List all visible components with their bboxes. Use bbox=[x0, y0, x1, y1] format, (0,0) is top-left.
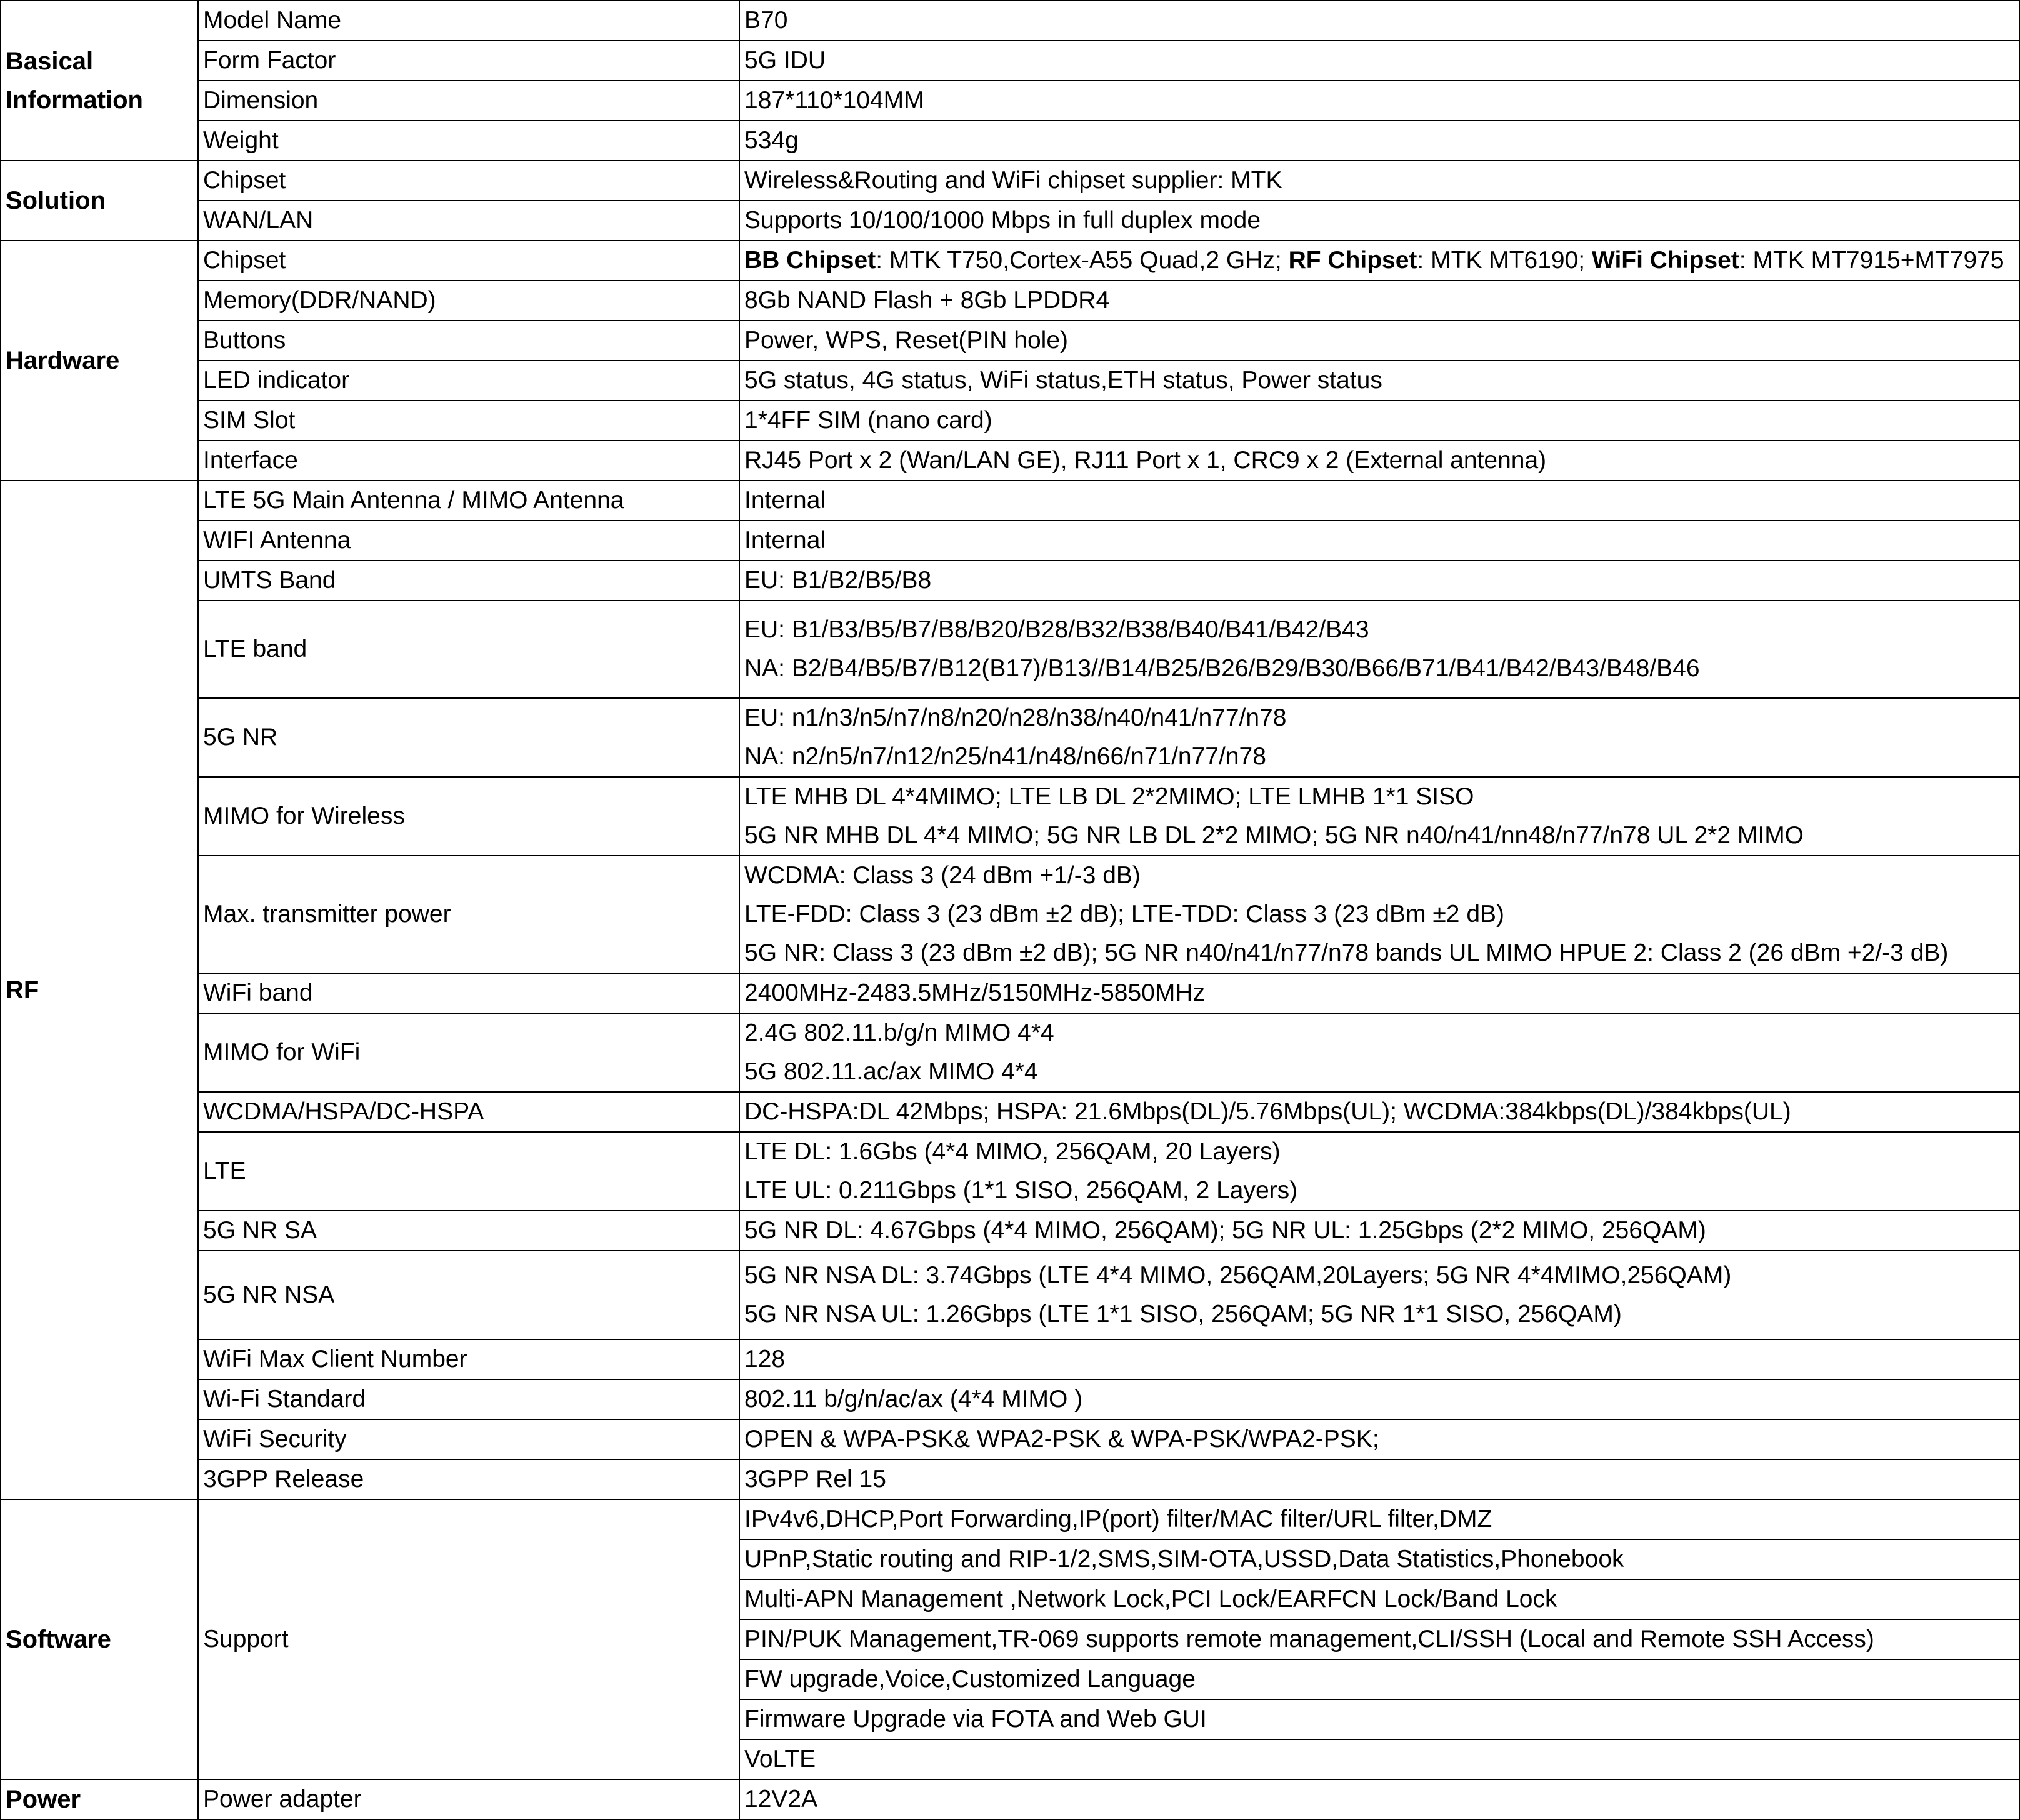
spec-value: Internal bbox=[739, 481, 2019, 521]
table-row bbox=[1, 481, 2019, 521]
chipset-title: BB Chipset bbox=[744, 247, 876, 274]
value-line: LTE-FDD: Class 3 (23 dBm ±2 dB); LTE-TDD: Class 3 (23 dBm ±2 dB) bbox=[744, 901, 1505, 928]
spec-label: MIMO for Wireless bbox=[198, 777, 739, 856]
spec-label: Dimension bbox=[198, 81, 739, 121]
value-line: 5G NR NSA DL: 3.74Gbps (LTE 4*4 MIMO, 256QAM,20Layers; 5G NR 4*4MIMO,256QAM) bbox=[744, 1262, 1732, 1289]
spec-value: FW upgrade,Voice,Customized Language bbox=[739, 1659, 2019, 1699]
table-row bbox=[1, 81, 2019, 121]
spec-value: EU: B1/B2/B5/B8 bbox=[739, 561, 2019, 601]
value-line: NA: B2/B4/B5/B7/B12(B17)/B13//B14/B25/B26/B29/B30/B66/B71/B41/B42/B43/B48/B46 bbox=[744, 655, 1700, 682]
value-line: LTE MHB DL 4*4MIMO; LTE LB DL 2*2MIMO; LTE LMHB 1*1 SISO bbox=[744, 783, 1474, 810]
spec-value: Multi-APN Management ,Network Lock,PCI Lock/EARFCN Lock/Band Lock bbox=[739, 1579, 2019, 1619]
spec-value: Power, WPS, Reset(PIN hole) bbox=[739, 321, 2019, 361]
value-line: LTE UL: 0.211Gbps (1*1 SISO, 256QAM, 2 Layers) bbox=[744, 1177, 1298, 1204]
spec-value: 5G NR DL: 4.67Gbps (4*4 MIMO, 256QAM); 5G NR UL: 1.25Gbps (2*2 MIMO, 256QAM) bbox=[739, 1211, 2019, 1251]
table-row bbox=[1, 361, 2019, 401]
spec-label: 5G NR SA bbox=[198, 1211, 739, 1251]
spec-label: WiFi Security bbox=[198, 1419, 739, 1459]
spec-value: 8Gb NAND Flash + 8Gb LPDDR4 bbox=[739, 281, 2019, 321]
spec-value: Internal bbox=[739, 521, 2019, 561]
table-row bbox=[1, 1132, 2019, 1211]
spec-label: LTE 5G Main Antenna / MIMO Antenna bbox=[198, 481, 739, 521]
table-row bbox=[1, 856, 2019, 973]
spec-value bbox=[739, 698, 2019, 777]
table-row bbox=[1, 601, 2019, 698]
spec-value bbox=[739, 1132, 2019, 1211]
table-row bbox=[1, 973, 2019, 1013]
spec-label: WAN/LAN bbox=[198, 201, 739, 241]
table-row bbox=[1, 281, 2019, 321]
value-line: EU: B1/B3/B5/B7/B8/B20/B28/B32/B38/B40/B41/B42/B43 bbox=[744, 616, 1369, 643]
spec-value: 1*4FF SIM (nano card) bbox=[739, 401, 2019, 441]
value-line: 5G NR MHB DL 4*4 MIMO; 5G NR LB DL 2*2 MIMO; 5G NR n40/n41/nn48/n77/n78 UL 2*2 MIMO bbox=[744, 822, 1804, 849]
table-row bbox=[1, 561, 2019, 601]
spec-label: Model Name bbox=[198, 1, 739, 41]
value-line: WCDMA: Class 3 (24 dBm +1/-3 dB) bbox=[744, 862, 1141, 889]
table-row bbox=[1, 1779, 2019, 1819]
table-row bbox=[1, 1211, 2019, 1251]
value-line: NA: n2/n5/n7/n12/n25/n41/n48/n66/n71/n77/n78 bbox=[744, 743, 1266, 770]
table-row bbox=[1, 1092, 2019, 1132]
spec-value: VoLTE bbox=[739, 1739, 2019, 1779]
category-power: Power bbox=[1, 1779, 198, 1819]
spec-label: Form Factor bbox=[198, 41, 739, 81]
spec-value: UPnP,Static routing and RIP-1/2,SMS,SIM-OTA,USSD,Data Statistics,Phonebook bbox=[739, 1539, 2019, 1579]
spec-value: PIN/PUK Management,TR-069 supports remote management,CLI/SSH (Local and Remote SSH Access) bbox=[739, 1619, 2019, 1659]
category-rf: RF bbox=[1, 481, 198, 1499]
category-solution: Solution bbox=[1, 161, 198, 241]
table-row bbox=[1, 777, 2019, 856]
chipset-title: RF Chipset bbox=[1288, 247, 1418, 274]
table-row bbox=[1, 1499, 2019, 1539]
table-row bbox=[1, 1251, 2019, 1339]
spec-value: B70 bbox=[739, 1, 2019, 41]
spec-value bbox=[739, 856, 2019, 973]
spec-label: LED indicator bbox=[198, 361, 739, 401]
spec-label: SIM Slot bbox=[198, 401, 739, 441]
spec-label: WiFi Max Client Number bbox=[198, 1339, 739, 1379]
table-row bbox=[1, 1459, 2019, 1499]
spec-label: WiFi band bbox=[198, 973, 739, 1013]
spec-label: Weight bbox=[198, 121, 739, 161]
value-line: EU: n1/n3/n5/n7/n8/n20/n28/n38/n40/n41/n77/n78 bbox=[744, 704, 1287, 731]
spec-value: 128 bbox=[739, 1339, 2019, 1379]
table-row bbox=[1, 1, 2019, 41]
spec-value: 3GPP Rel 15 bbox=[739, 1459, 2019, 1499]
spec-value: 5G IDU bbox=[739, 41, 2019, 81]
spec-label: LTE band bbox=[198, 601, 739, 698]
spec-value bbox=[739, 1251, 2019, 1339]
chipset-title: WiFi Chipset bbox=[1591, 247, 1739, 274]
spec-label: Support bbox=[198, 1499, 739, 1779]
spec-label: Interface bbox=[198, 441, 739, 481]
spec-value: OPEN & WPA-PSK& WPA2-PSK & WPA-PSK/WPA2-PSK; bbox=[739, 1419, 2019, 1459]
table-row bbox=[1, 161, 2019, 201]
table-row bbox=[1, 401, 2019, 441]
spec-table-body bbox=[1, 1, 2019, 1819]
table-row bbox=[1, 1379, 2019, 1419]
spec-label: LTE bbox=[198, 1132, 739, 1211]
category-basic: Basical Information bbox=[1, 1, 198, 161]
spec-value: Firmware Upgrade via FOTA and Web GUI bbox=[739, 1699, 2019, 1739]
spec-label: Chipset bbox=[198, 161, 739, 201]
spec-label: Buttons bbox=[198, 321, 739, 361]
table-row bbox=[1, 321, 2019, 361]
spec-value: Wireless&Routing and WiFi chipset supplier: MTK bbox=[739, 161, 2019, 201]
table-row bbox=[1, 121, 2019, 161]
table-row bbox=[1, 1419, 2019, 1459]
spec-label: WIFI Antenna bbox=[198, 521, 739, 561]
spec-label: Max. transmitter power bbox=[198, 856, 739, 973]
spec-label: UMTS Band bbox=[198, 561, 739, 601]
spec-label: Wi-Fi Standard bbox=[198, 1379, 739, 1419]
value-line: 5G NR: Class 3 (23 dBm ±2 dB); 5G NR n40/n41/n77/n78 bands UL MIMO HPUE 2: Class 2 (26 dBm +2/-3 dB) bbox=[744, 939, 1949, 966]
spec-value: 12V2A bbox=[739, 1779, 2019, 1819]
table-row bbox=[1, 1013, 2019, 1092]
spec-value: 2400MHz-2483.5MHz/5150MHz-5850MHz bbox=[739, 973, 2019, 1013]
spec-label: Chipset bbox=[198, 241, 739, 281]
spec-value: IPv4v6,DHCP,Port Forwarding,IP(port) filter/MAC filter/URL filter,DMZ bbox=[739, 1499, 2019, 1539]
category-hardware: Hardware bbox=[1, 241, 198, 481]
spec-value bbox=[739, 601, 2019, 698]
spec-label: WCDMA/HSPA/DC-HSPA bbox=[198, 1092, 739, 1132]
spec-value: 5G status, 4G status, WiFi status,ETH status, Power status bbox=[739, 361, 2019, 401]
value-line: 5G NR NSA UL: 1.26Gbps (LTE 1*1 SISO, 256QAM; 5G NR 1*1 SISO, 256QAM) bbox=[744, 1301, 1622, 1328]
table-row bbox=[1, 201, 2019, 241]
table-row bbox=[1, 521, 2019, 561]
chipset-text: : MTK MT7915+MT7975 bbox=[1739, 247, 2004, 274]
spec-label: Memory(DDR/NAND) bbox=[198, 281, 739, 321]
spec-value-chipset bbox=[739, 241, 2019, 281]
table-row bbox=[1, 698, 2019, 777]
spec-label: 5G NR bbox=[198, 698, 739, 777]
spec-value: Supports 10/100/1000 Mbps in full duplex mode bbox=[739, 201, 2019, 241]
spec-value: RJ45 Port x 2 (Wan/LAN GE), RJ11 Port x 1, CRC9 x 2 (External antenna) bbox=[739, 441, 2019, 481]
spec-label: MIMO for WiFi bbox=[198, 1013, 739, 1092]
table-row bbox=[1, 441, 2019, 481]
value-line: LTE DL: 1.6Gbs (4*4 MIMO, 256QAM, 20 Layers) bbox=[744, 1138, 1281, 1165]
spec-value bbox=[739, 777, 2019, 856]
spec-value: DC-HSPA:DL 42Mbps; HSPA: 21.6Mbps(DL)/5.76Mbps(UL); WCDMA:384kbps(DL)/384kbps(UL) bbox=[739, 1092, 2019, 1132]
spec-value: 534g bbox=[739, 121, 2019, 161]
table-row bbox=[1, 41, 2019, 81]
spec-label: 5G NR NSA bbox=[198, 1251, 739, 1339]
chipset-text: : MTK MT6190; bbox=[1417, 247, 1592, 274]
chipset-text: : MTK T750,Cortex-A55 Quad,2 GHz; bbox=[876, 247, 1289, 274]
spec-value: 802.11 b/g/n/ac/ax (4*4 MIMO ) bbox=[739, 1379, 2019, 1419]
spec-value bbox=[739, 1013, 2019, 1092]
value-line: 5G 802.11.ac/ax MIMO 4*4 bbox=[744, 1058, 1038, 1085]
table-row bbox=[1, 241, 2019, 281]
table-row bbox=[1, 1339, 2019, 1379]
spec-value: 187*110*104MM bbox=[739, 81, 2019, 121]
spec-label: 3GPP Release bbox=[198, 1459, 739, 1499]
category-software: Software bbox=[1, 1499, 198, 1779]
spec-label: Power adapter bbox=[198, 1779, 739, 1819]
value-line: 2.4G 802.11.b/g/n MIMO 4*4 bbox=[744, 1019, 1054, 1046]
